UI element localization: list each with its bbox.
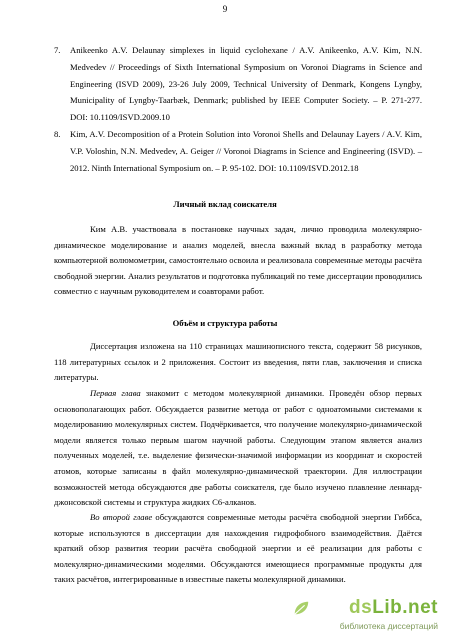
reference-number: 7. [54, 45, 61, 55]
chapter-1-label: Первая глава [90, 388, 141, 398]
reference-list [54, 42, 422, 176]
structure-paragraph-2 [54, 386, 422, 511]
reference-number: 8. [54, 128, 61, 139]
watermark-text [349, 597, 438, 619]
contribution-paragraph: Ким А.В. участвовала в постановке научных задач, лично проводила молекулярно-динамическое моделирование и анализ моделей, внесла важный вклад в разработку метода компьютерной волюмометрии, самостоятельно освоила и реализовала современные методы расчёта свободной энергии. Анализ результатов и подготовка публикаций по теме диссертации проводились совместно с научным руководителем и соавторами работ. [54, 224, 422, 297]
chapter-2-text: обсуждаются современные методы расчёта свободной энергии Гиббса, которые используются в диссертации для нахождения гидрофобного взаимодействия. Даётся краткий обзор развития теории расчёта свободной энергии и её реализации для работы с молекулярно-динамическими моделями. Обсуждаются имеющиеся программные продукты для таких расчётов, интегрированные в известные пакеты молекулярной динамики. [54, 512, 422, 585]
section-heading-structure: Объём и структура работы [172, 318, 278, 328]
leaf-icon [292, 599, 310, 617]
reference-text: Kim, A.V. Decomposition of a Protein Solution into Voronoi Shells and Delaunay Layers / A.V. Kim, V.P. Voloshin, N.N. Medvedev, A. Geiger // Voronoi Diagrams in Science and Engineering (ISVD). – 2012. Ninth International Symposium on. – P. 95-102. DOI: 10.1109/ISVD.2012.18 [70, 128, 422, 173]
page-number: 9 [222, 4, 228, 14]
reference-item [54, 126, 422, 176]
chapter-2-label: Во второй главе [90, 512, 153, 522]
watermark-subtitle: библиотека диссертаций [339, 621, 438, 631]
structure-paragraph-3 [54, 510, 422, 588]
section-heading-contribution: Личный вклад соискателя [173, 199, 277, 209]
reference-item [54, 42, 422, 126]
watermark-lib: Lib.net [372, 597, 438, 618]
watermark-logo [288, 597, 438, 631]
reference-text: Anikeenko A.V. Delaunay simplexes in liquid cyclohexane / A.V. Anikeenko, A.V. Kim, N.N. Medvedev // Proceedings of Sixth International Symposium on Voronoi Diagrams in Science and Engineering (ISVD 2009), 23-26 July 2009, Technical University of Denmark, Kongens Lyngby, Municipality of Lyngby-Taarbæk, Denmark; published by IEEE Computer Society. – P. 271-277. DOI: 10.1109/ISVD.2009.10 [70, 45, 422, 123]
chapter-1-text: знакомит с методом молекулярной динамики. Проведён обзор первых основополагающих работ. Обсуждается развитие метода от работ с одноатомными системами к моделированию молекулярных систем. Подчёркивается, что получение молекулярно-динамической модели является только первым шагом научной работы. Следующим этапом является анализ полученных моделей, т.е. выделение физически-значимой информации из координат и скоростей атомов, которые записаны в файл молекулярно-динамической траектории. Для иллюстрации возможностей метода обсуждаются две работы соискателя, где было изучено плавление леннард-джонсовской системы и структура жидких C6-алканов. [54, 388, 422, 508]
structure-paragraph-1: Диссертация изложена на 110 страницах машинописного текста, содержит 58 рисунков, 118 литературных ссылок и 2 приложения. Состоит из введения, пяти глав, заключения и списка литературы. [54, 341, 422, 383]
watermark-ds: ds [349, 597, 373, 618]
